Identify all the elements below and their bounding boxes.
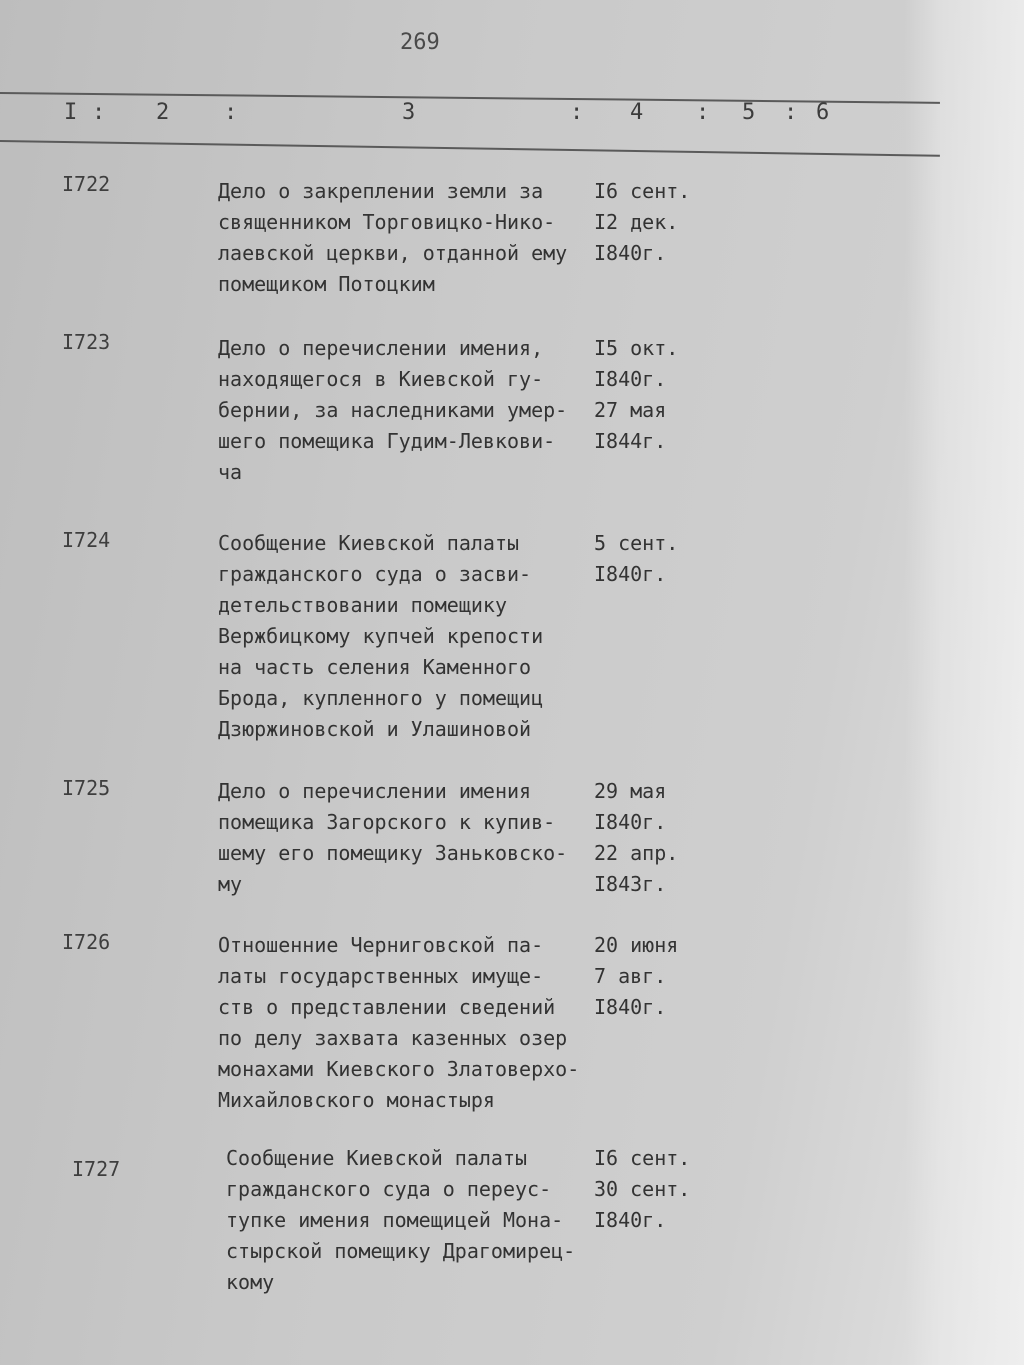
- column-header-6: 6: [816, 100, 830, 125]
- entry-description: Отношенние Черниговской па- латы государственных имуще- ств о представлении сведений по делу захвата казенных озер монахами Киевского Златоверхо- Михайловского монастыря: [218, 933, 580, 1112]
- entry-number: I725: [62, 776, 111, 800]
- entry-description: Дело о перечислении имения помещика Загорского к купив- шему его помещику Заньковско- му: [218, 779, 568, 896]
- entry-description: Сообщение Киевской палаты гражданского суда о засви- детельствовании помещику Вержбицкому купчей крепости на часть селения Каменного Брода, купленного у помещиц Дзюржиновской и Улашиновой: [218, 531, 544, 741]
- entry-description: Дело о закреплении земли за священником Торговицко-Нико- лаевской церкви, отданной ему помещиком Потоцким: [218, 179, 568, 296]
- entry-number: I723: [62, 330, 111, 354]
- column-header-1: I: [64, 100, 78, 125]
- entry-number: I727: [72, 1157, 121, 1181]
- column-header-5: 5: [742, 100, 756, 125]
- column-separator: :: [570, 100, 584, 125]
- entry-dates: I6 сент. I2 дек. I840г.: [594, 179, 691, 265]
- entry-description: Дело о перечислении имения, находящегося в Киевской гу- бернии, за наследниками умер- шего помещика Гудим-Левкови- ча: [218, 336, 568, 484]
- column-header-2: 2: [156, 100, 170, 125]
- entry-description: Сообщение Киевской палаты гражданского суда о переус- тупке имения помещицей Мона- стырской помещику Драгомирец- кому: [226, 1146, 576, 1294]
- entry-number: I724: [62, 528, 111, 552]
- column-header-3: 3: [402, 100, 416, 125]
- column-separator: :: [784, 100, 798, 125]
- entry-dates: 20 июня 7 авг. I840г.: [594, 933, 679, 1019]
- entry-dates: 29 мая I840г. 22 апр. I843г.: [594, 779, 679, 896]
- entry-dates: I5 окт. I840г. 27 мая I844г.: [594, 336, 679, 453]
- entry-dates: I6 сент. 30 сент. I840г.: [594, 1146, 691, 1232]
- page-edge-shadow: [905, 0, 1024, 1365]
- page-number: 269: [400, 30, 440, 55]
- column-header-4: 4: [630, 100, 644, 125]
- entry-number: I722: [62, 172, 111, 196]
- column-header-row: [0, 100, 900, 136]
- entry-dates: 5 сент. I840г.: [594, 531, 679, 586]
- column-separator: :: [224, 100, 238, 125]
- column-separator: :: [696, 100, 710, 125]
- entry-number: I726: [62, 930, 111, 954]
- header-bottom-rule: [0, 140, 940, 157]
- column-separator: :: [92, 100, 106, 125]
